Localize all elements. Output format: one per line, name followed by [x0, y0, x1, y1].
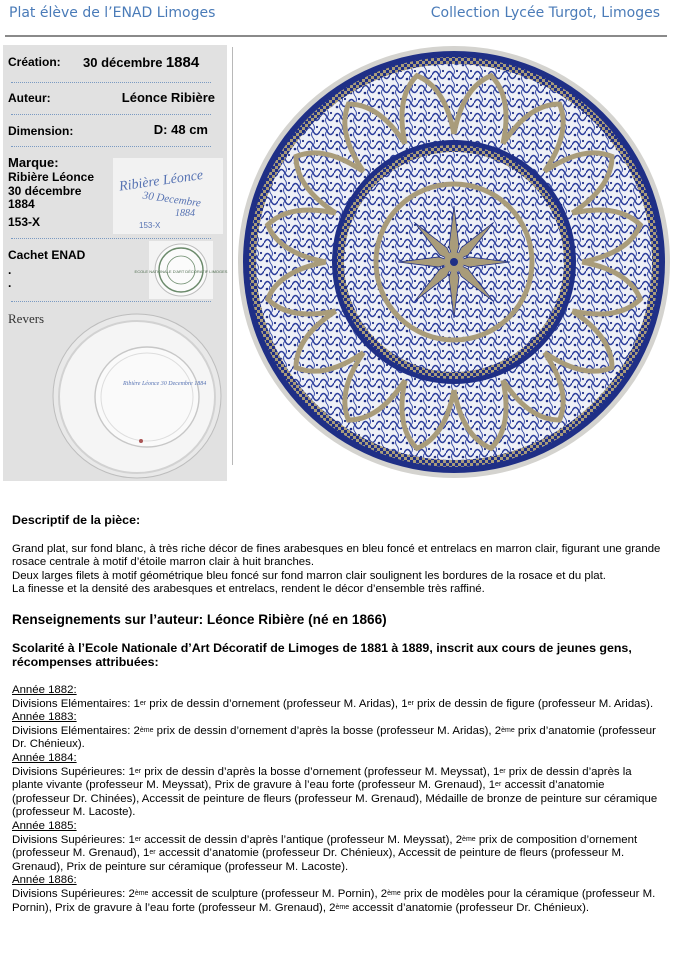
- cachet-stamp-text: ECOLE NATIONALE D'ART DÉCORATIF LIMOGES: [134, 269, 228, 274]
- awards-list: [12, 684, 664, 915]
- cachet-label: Cachet ENAD: [8, 248, 86, 262]
- auteur-section-title: Renseignements sur l’auteur: Léonce Ribière (né en 1866): [12, 612, 387, 627]
- year-heading: Année 1886:: [12, 874, 77, 887]
- year-heading: Année 1882:: [12, 684, 77, 696]
- revers-label: Revers: [8, 311, 45, 326]
- descriptif-title: Descriptif de la pièce:: [12, 513, 141, 527]
- dotted-divider: [11, 146, 211, 147]
- descriptif-paragraph: Grand plat, sur fond blanc, à très riche décor de fines arabesques en bleu foncé et entrelacs en marron clair, figurant une grande rosace centrale à motif d’étoile marron clair à huit branches.: [12, 542, 661, 569]
- auteur-value: Léonce Ribière: [121, 90, 215, 105]
- creation-row: [8, 55, 215, 69]
- scolarite-title: Scolarité à l’Ecole Nationale d’Art Décoratif de Limoges de 1881 à 1889, inscrit aux cours de jeunes gens, récompenses attribuées:: [12, 641, 632, 669]
- marque-photo: [113, 158, 223, 234]
- dotted-divider: [11, 301, 211, 302]
- header-right-title: Collection Lycée Turgot, Limoges: [430, 5, 660, 21]
- creation-year: 1884: [165, 54, 200, 71]
- marque-photo-line-1: Ribière Léonce: [118, 167, 205, 195]
- year-awards: Divisions Supérieures: 1er accessit de dessin d’après l’antique (professeur M. Meyssat), 2ème prix de composition d’ornement (professeur M. Grenaud), 1er accessit d’anatomie (professeur Dr. Chénieux), Accessit de peinture de fleurs (professeur M. Grenaud), Prix de peinture sur céramique (professeur M. Lacoste).: [12, 833, 638, 873]
- marque-label: Marque:: [8, 155, 59, 170]
- year-awards: Divisions Elémentaires: 2ème prix de dessin d’ornement d’après la bosse (professeur M. Aridas), 2ème prix d’anatomie (professeur Dr. Chénieux).: [12, 724, 656, 751]
- dimension-row: [8, 124, 215, 138]
- descriptif-paragraph: Deux larges filets à motif géométrique bleu foncé sur fond marron clair soulignent les bordures de la rosace et du plat.: [12, 569, 606, 582]
- marque-photo-line-3: 1884: [175, 208, 195, 219]
- marque-line: 1884: [8, 197, 35, 212]
- dotted-divider: [11, 238, 211, 239]
- header-left-title: Plat élève de l’ENAD Limoges: [9, 5, 216, 21]
- vertical-divider: [232, 47, 233, 465]
- creation-date: 30 décembre: [83, 55, 163, 70]
- revers-photo-mark: Ribière Léonce 30 Decembre 1884: [123, 381, 207, 387]
- marque-line: 153-X: [8, 214, 41, 229]
- dimension-value: D: 48 cm: [153, 122, 208, 137]
- year-heading: Année 1884:: [12, 751, 77, 764]
- dotted-divider: [11, 82, 211, 83]
- marque-line: Ribière Léonce: [8, 170, 95, 184]
- info-panel: [3, 45, 227, 481]
- year-heading: Année 1883:: [12, 711, 77, 724]
- marque-photo-line-4: 153-X: [139, 221, 161, 230]
- descriptif-section: [12, 514, 664, 597]
- creation-label: Création:: [8, 55, 61, 69]
- year-awards: Divisions Supérieures: 1er prix de dessin d’après la bosse d’ornement (professeur M. Meyssat), 1er prix de dessin d’après la plante vivante (professeur M. Meyssat), Prix de gravure à l’eau forte (professeur M. Grenaud), 1er accessit d’anatomie (professeur Dr. Chinées), Accessit de peinture de fleurs (professeur M. Grenaud), Médaille de bronze de peinture sur céramique (professeur M. Lacoste).: [12, 765, 658, 819]
- year-awards: Divisions Supérieures: 2ème accessit de sculpture (professeur M. Pornin), 2ème prix de modèles pour la céramique (professeur M. Pornin), Prix de gravure à l’eau forte (professeur M. Grenaud), 2ème accessit d’anatomie (professeur Dr. Chénieux).: [12, 887, 656, 914]
- plate-photo: [236, 40, 672, 486]
- dimension-label: Dimension:: [8, 124, 74, 138]
- header-divider: [5, 35, 667, 37]
- auteur-row: [8, 91, 215, 105]
- year-awards: Divisions Elémentaires: 1er prix de dessin d’ornement (professeur M. Aridas), 1er prix de dessin de figure (professeur M. Aridas).: [12, 697, 654, 710]
- cachet-dot: .: [8, 276, 12, 290]
- auteur-label: Auteur:: [8, 91, 51, 105]
- revers-photo: [51, 311, 223, 479]
- cachet-stamp-photo: [134, 241, 228, 299]
- dotted-divider: [11, 114, 211, 115]
- year-heading: Année 1885:: [12, 819, 77, 832]
- marque-line: 30 décembre: [8, 183, 82, 198]
- descriptif-paragraph: La finesse et la densité des arabesques et entrelacs, rendent le décor d’ensemble très raffiné.: [12, 583, 485, 596]
- marque-photo-line-2: 30 Decembre: [141, 189, 202, 210]
- cachet-dot: .: [8, 263, 12, 277]
